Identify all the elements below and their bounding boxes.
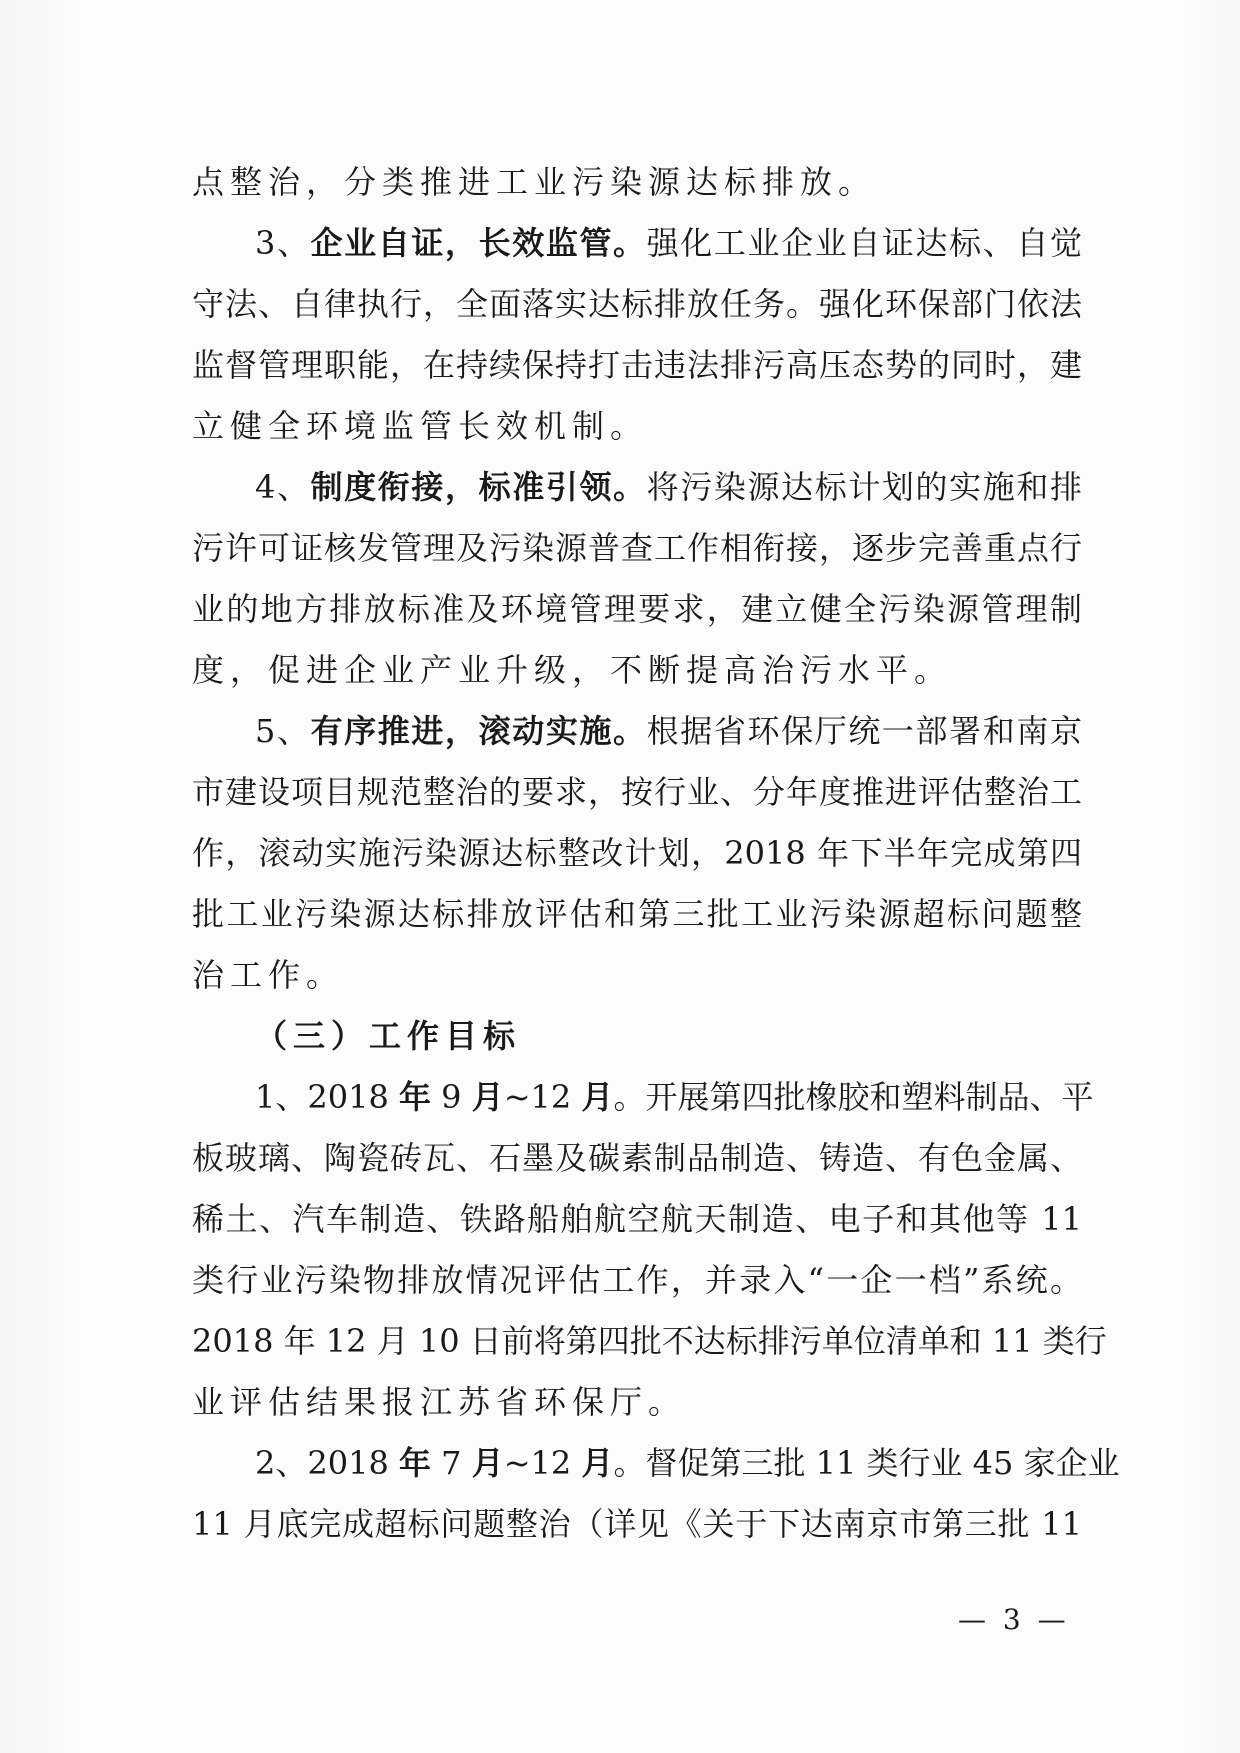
text-line: 批工业污染源达标排放评估和第三批工业污染源超标问题整 — [192, 895, 1082, 933]
item-bold-year: 年 — [398, 1078, 431, 1116]
item-text: 9 — [431, 1078, 472, 1116]
item-number: 2、 — [255, 1444, 308, 1482]
list-item-4 — [192, 457, 1082, 518]
document-body — [192, 152, 1120, 1555]
item-bold-month: 月 — [471, 1078, 504, 1116]
text-line: 11 月底完成超标问题整治（详见《关于下达南京市第三批 11 — [192, 1505, 1082, 1543]
item-number: 5、 — [255, 712, 311, 750]
text-line: 市建设项目规范整治的要求，按行业、分年度推进评估整治工 — [192, 773, 1082, 811]
text-line: 点整治，分类推进工业污染源达标排放。 — [192, 163, 877, 201]
text-line: 类行业污染物排放情况评估工作，并录入“一企一档”系统。 — [192, 1261, 1082, 1299]
item-text: ~12 — [503, 1078, 582, 1116]
item-number: 1、 — [255, 1078, 308, 1116]
text-line: 2018 年 12 月 10 日前将第四批不达标排污单位清单和 11 类行 — [192, 1322, 1107, 1360]
text-line: 稀土、汽车制造、铁路船舶航空航天制造、电子和其他等 11 — [192, 1200, 1082, 1238]
text-line: 污许可证核发管理及污染源普查工作相衔接，逐步完善重点行 — [192, 529, 1082, 567]
item-bold-year: 年 — [398, 1444, 431, 1482]
scan-shadow-right — [1180, 0, 1240, 1753]
page-number: — 3 — — [958, 1603, 1070, 1636]
text-line: 业评估结果报江苏省环保厅。 — [192, 1383, 687, 1421]
item-text: 将污染源达标计划的实施和排 — [646, 468, 1082, 506]
text-line: 治工作。 — [192, 956, 345, 994]
item-text: 2018 — [307, 1078, 399, 1116]
text-line: 度，促进企业产业升级，不断提高治污水平。 — [192, 651, 953, 689]
item-bold-month: 月 — [471, 1444, 504, 1482]
list-item-5 — [192, 701, 1082, 762]
text-line: 作，滚动实施污染源达标整改计划，2018 年下半年完成第四 — [192, 834, 1082, 872]
item-text: 。督促第三批 11 类行业 45 家企业 — [613, 1444, 1120, 1482]
item-text: 强化工业企业自证达标、自觉 — [646, 224, 1082, 262]
item-title: 企业自证，长效监管。 — [310, 224, 647, 262]
list-item-3 — [192, 213, 1082, 274]
item-number: 4、 — [255, 468, 311, 506]
item-text: 2018 — [307, 1444, 399, 1482]
item-text: ~12 — [503, 1444, 582, 1482]
item-text: 7 — [431, 1444, 472, 1482]
text-line: 业的地方排放标准及环境管理要求，建立健全污染源管理制 — [192, 590, 1082, 628]
section-heading: （三）工作目标 — [255, 1017, 522, 1055]
item-bold-month: 月 — [581, 1078, 614, 1116]
text-line: 监督管理职能，在持续保持打击违法排污高压态势的同时，建 — [192, 346, 1082, 384]
item-text: 根据省环保厅统一部署和南京 — [646, 712, 1082, 750]
text-line: 立健全环境监管长效机制。 — [192, 407, 649, 445]
item-title: 有序推进，滚动实施。 — [310, 712, 647, 750]
text-line: 守法、自律执行，全面落实达标排放任务。强化环保部门依法 — [192, 285, 1082, 323]
text-line: 板玻璃、陶瓷砖瓦、石墨及碳素制品制造、铸造、有色金属、 — [192, 1139, 1082, 1177]
list-item-2 — [192, 1433, 1120, 1494]
item-title: 制度衔接，标准引领。 — [310, 468, 647, 506]
list-item-1 — [192, 1067, 1094, 1128]
scan-shadow-left — [0, 0, 80, 1753]
item-text: 。开展第四批橡胶和塑料制品、平 — [613, 1078, 1094, 1116]
item-number: 3、 — [255, 224, 311, 262]
item-bold-month: 月 — [581, 1444, 614, 1482]
